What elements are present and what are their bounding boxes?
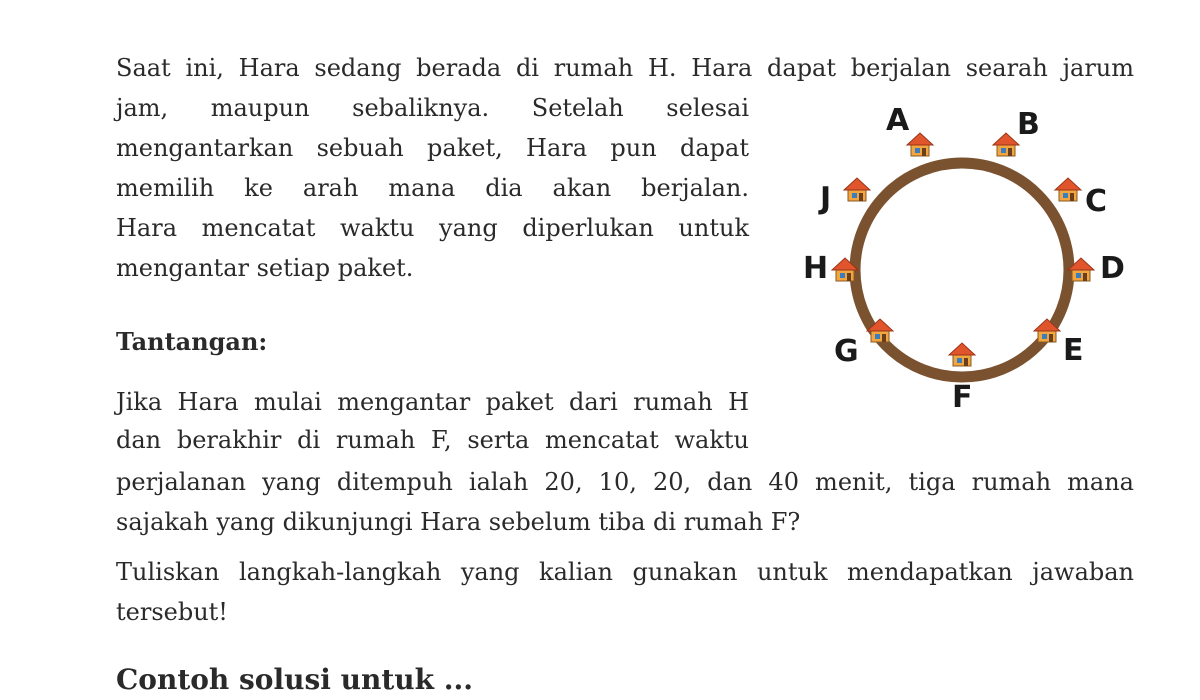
challenge-line-3: perjalanan yang ditempuh ialah 20, 10, 20, dan 40 menit, tiga rumah mana: [116, 468, 1134, 496]
house-icon-f: [949, 343, 975, 366]
house-icon-j: [844, 178, 870, 201]
label-house-a: A: [886, 103, 910, 138]
house-icon-b: [993, 133, 1019, 156]
label-house-g: G: [834, 334, 859, 369]
challenge-line-6: tersebut!: [116, 598, 228, 626]
intro-line-5: Hara mencatat waktu yang diperlukan untuk: [116, 214, 749, 242]
intro-line-6: mengantar setiap paket.: [116, 254, 414, 282]
label-house-b: B: [1017, 107, 1040, 142]
label-house-j: J: [820, 181, 832, 216]
house-ring-diagram: [790, 95, 1150, 425]
house-icon-c: [1055, 178, 1081, 201]
challenge-line-5: Tuliskan langkah-langkah yang kalian gunakan untuk mendapatkan jawaban: [116, 558, 1134, 586]
intro-line-2: jam, maupun sebaliknya. Setelah selesai: [116, 94, 749, 122]
challenge-line-1: Jika Hara mulai mengantar paket dari rumah H: [116, 388, 749, 416]
challenge-heading: Tantangan:: [116, 327, 268, 356]
label-house-c: C: [1085, 184, 1108, 219]
label-house-d: D: [1100, 251, 1125, 286]
next-section-heading: Contoh solusi untuk ...: [116, 663, 474, 696]
label-house-e: E: [1063, 333, 1084, 368]
intro-line-4: memilih ke arah mana dia akan berjalan.: [116, 174, 749, 202]
label-house-f: F: [952, 380, 973, 415]
intro-line-1: Saat ini, Hara sedang berada di rumah H. Hara dapat berjalan searah jarum: [116, 54, 1134, 82]
challenge-line-2: dan berakhir di rumah F, serta mencatat waktu: [116, 426, 749, 454]
label-house-h: H: [803, 251, 829, 286]
challenge-line-4: sajakah yang dikunjungi Hara sebelum tiba di rumah F?: [116, 508, 801, 536]
house-icon-a: [907, 133, 933, 156]
intro-line-3: mengantarkan sebuah paket, Hara pun dapat: [116, 134, 749, 162]
